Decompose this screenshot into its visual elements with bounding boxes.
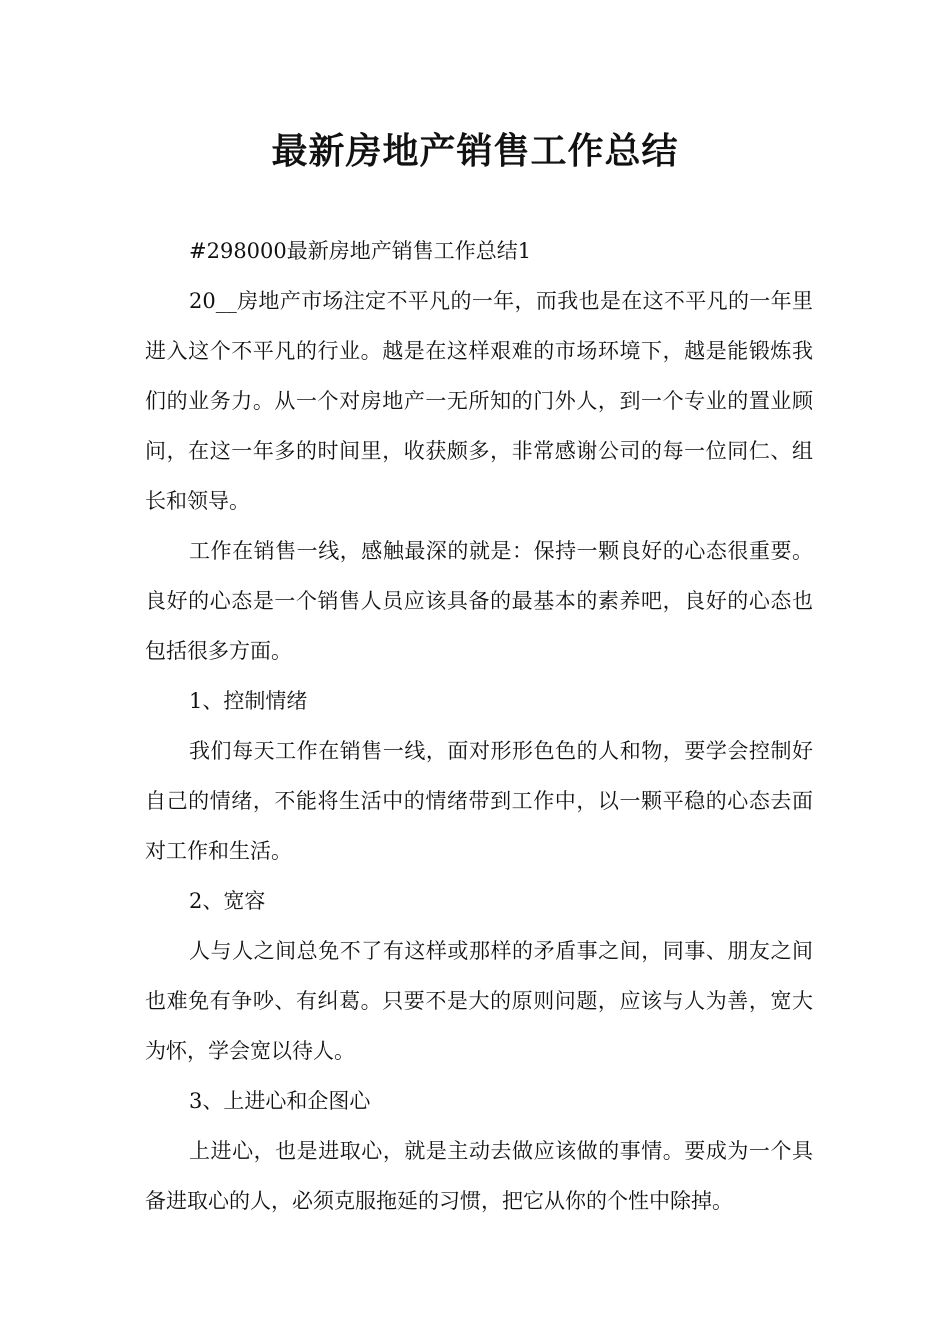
document-body [145,226,813,1226]
document-id-line: #298000最新房地产销售工作总结1 [189,239,532,263]
ambition-paragraph: 上进心，也是进取心，就是主动去做应该做的事情。要成为一个具备进取心的人，必须克服拖延的习惯，把它从你的个性中除掉。 [145,1139,813,1213]
emotion-paragraph: 我们每天工作在销售一线，面对形形色色的人和物，要学会控制好自己的情绪，不能将生活中的情绪带到工作中，以一颗平稳的心态去面对工作和生活。 [145,739,813,863]
section-heading-tolerance: 2、宽容 [189,889,266,913]
tolerance-paragraph: 人与人之间总免不了有这样或那样的矛盾事之间，同事、朋友之间也难免有争吵、有纠葛。只要不是大的原则问题，应该与人为善，宽大为怀，学会宽以待人。 [145,939,813,1063]
mindset-paragraph: 工作在销售一线，感触最深的就是：保持一颗良好的心态很重要。良好的心态是一个销售人员应该具备的最基本的素养吧，良好的心态也包括很多方面。 [145,539,813,663]
intro-paragraph: 20__房地产市场注定不平凡的一年，而我也是在这不平凡的一年里进入这个不平凡的行业。越是在这样艰难的市场环境下，越是能锻炼我们的业务力。从一个对房地产一无所知的门外人，到一个专业的置业顾问，在这一年多的时间里，收获颇多，非常感谢公司的每一位同仁、组长和领导。 [145,289,813,513]
document-title: 最新房地产销售工作总结 [271,131,679,172]
section-heading-emotion: 1、控制情绪 [189,689,308,713]
section-heading-ambition: 3、上进心和企图心 [189,1089,371,1113]
